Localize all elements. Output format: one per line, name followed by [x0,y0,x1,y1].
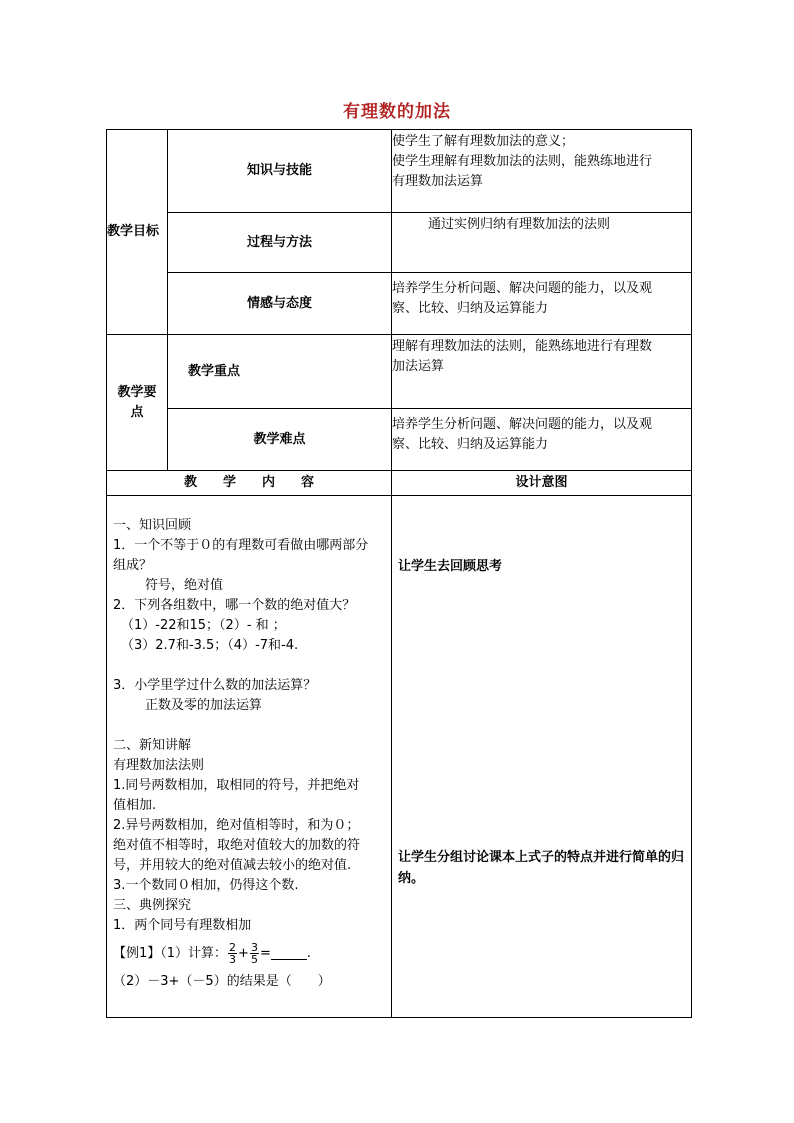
aspect-knowledge: 知识与技能 [168,130,392,213]
page-title: 有理数的加法 [343,102,451,122]
content-line: 1．两个同号有理数相加 [113,918,252,933]
lesson-plan-table [106,129,692,1018]
keypoint-row-difficulty [107,409,692,471]
goal-knowledge-line-2: 使学生理解有理数加法的法则，能熟练地进行 [392,154,653,169]
content-spacer [113,656,387,676]
content-spacer [113,716,387,736]
example-1 [113,940,387,968]
fraction-a-numerator: 2 [229,941,237,954]
goal-knowledge-line-1: 使学生了解有理数加法的意义； [392,134,575,149]
plus-sign: + [238,946,249,961]
goal-attitude-line-2: 察、比较、归纳及运算能力 [392,301,549,316]
content-line: 2．下列各组数中，哪一个数的绝对值大？ [113,598,356,613]
objective-row-attitude [107,273,692,335]
objective-row-process [107,213,692,273]
design-intent [392,496,692,1018]
goal-process [392,213,692,273]
keypoint-difficulty-line-1: 培养学生分析问题、解决问题的能力，以及观 [392,417,653,432]
content-line: 1.同号两数相加，取相同的符号，并把绝对 [113,778,360,793]
fraction-a [228,942,237,965]
content-line: 组成？ [113,558,153,573]
content-line: 3.一个数同０相加，仍得这个数. [113,878,299,893]
content-line: 一、知识回顾 [113,518,192,533]
aspect-process: 过程与方法 [168,213,392,273]
content-row [107,496,692,1018]
goal-attitude [392,273,692,335]
goal-knowledge [392,130,692,213]
answer-blank [271,947,307,960]
content-line: 正数及零的加法运算 [145,698,263,713]
keypoints-label: 教学要点 [107,335,168,471]
aspect-difficulty: 教学难点 [168,409,392,471]
intent-group-discussion: 让学生分组讨论课本上式子的特点并进行简单的归纳。 [398,850,685,886]
keypoint-difficulty [392,409,692,471]
intent-review: 让学生去回顾思考 [398,559,503,574]
goal-attitude-line-1: 培养学生分析问题、解决问题的能力，以及观 [392,281,653,296]
content-line: 1．一个不等于０的有理数可看做由哪两部分 [113,538,369,553]
header-intent: 设计意图 [392,471,692,496]
header-content: 教 学 内 容 [107,471,392,496]
aspect-focus: 教学重点 [168,335,392,409]
content-line: 号，并用较大的绝对值减去较小的绝对值. [113,858,352,873]
content-line: （1）-22和15；（2）- 和 ； [121,618,286,633]
keypoint-difficulty-line-2: 察、比较、归纳及运算能力 [392,437,549,452]
content-line: 值相加. [113,798,157,813]
keypoint-row-focus [107,335,692,409]
content-line: 绝对值不相等时，取绝对值较大的加数的符 [113,838,361,853]
fraction-a-denominator: 3 [229,953,237,966]
keypoint-focus-line-1: 理解有理数加法的法则，能熟练地进行有理数 [392,339,653,354]
content-line: 二、新知讲解 [113,738,192,753]
fraction-b [250,942,259,965]
keypoint-focus-line-2: 加法运算 [392,359,445,374]
content-line: 三、典例探究 [113,898,192,913]
example-1-period: . [306,946,311,961]
content-line: 2.异号两数相加，绝对值相等时，和为０； [113,818,360,833]
fraction-b-denominator: 5 [250,953,258,966]
teaching-content [107,496,392,1018]
aspect-attitude: 情感与态度 [168,273,392,335]
content-line: 3．小学里学过什么数的加法运算？ [113,678,317,693]
section-header-row [107,471,692,496]
objective-row-knowledge [107,130,692,213]
content-line: （2）－3+（－5）的结果是（ ） [113,974,331,989]
content-line: 有理数加法法则 [113,758,205,773]
objectives-label: 教学目标 [107,130,168,335]
keypoint-focus [392,335,692,409]
equals-sign: = [259,946,271,961]
content-line: 符号，绝对值 [145,578,224,593]
goal-process-line-1: 通过实例归纳有理数加法的法则 [428,217,611,232]
content-line: （3）2.7和-3.5；（4）-7和-4. [121,638,299,653]
example-1-label: 【例1】（1）计算： [113,946,228,961]
fraction-b-numerator: 3 [250,941,258,954]
goal-knowledge-line-3: 有理数加法运算 [392,174,484,189]
